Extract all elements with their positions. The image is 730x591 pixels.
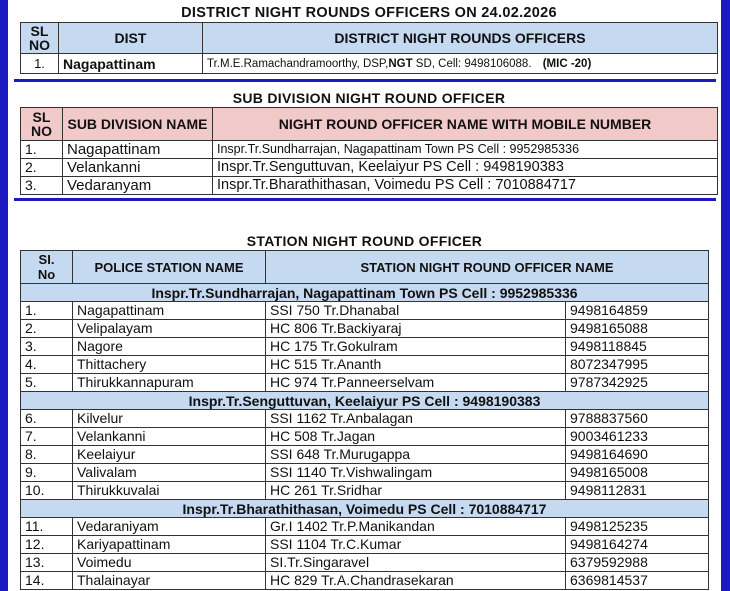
- row-sl: 9.: [21, 464, 73, 482]
- row-officer: SSI 648 Tr.Murugappa: [266, 446, 566, 464]
- row-police-station: Nagore: [73, 338, 266, 356]
- row-police-station: Kilvelur: [73, 410, 266, 428]
- row-subdivision: Velankanni: [63, 159, 213, 177]
- row-officer: HC 829 Tr.A.Chandrasekaran: [266, 572, 566, 590]
- table-row: [21, 536, 709, 554]
- header-officer-mobile: NIGHT ROUND OFFICER NAME WITH MOBILE NUMBER: [213, 108, 718, 141]
- row-sl: 13.: [21, 554, 73, 572]
- row-sl: 3.: [21, 177, 63, 195]
- row-police-station: Velipalayam: [73, 320, 266, 338]
- divider-line: [14, 198, 716, 201]
- divider-line: [14, 79, 716, 82]
- row-subdivision: Nagapattinam: [63, 141, 213, 159]
- station-table: [20, 250, 709, 590]
- row-subdivision: Vedaranyam: [63, 177, 213, 195]
- row-sl: 6.: [21, 410, 73, 428]
- header-sl-no: SI. No: [21, 251, 73, 284]
- row-police-station: Valivalam: [73, 464, 266, 482]
- district-title: DISTRICT NIGHT ROUNDS OFFICERS ON 24.02.2026: [181, 5, 557, 21]
- row-police-station: Thalainayar: [73, 572, 266, 590]
- row-cell: 9787342925: [566, 374, 709, 392]
- district-section: [20, 4, 718, 74]
- row-sl: 5.: [21, 374, 73, 392]
- row-officer: SI.Tr.Singaravel: [266, 554, 566, 572]
- officer-cell: SD, Cell: 9498106088.: [412, 57, 532, 70]
- row-sl: 1.: [21, 54, 59, 74]
- row-police-station: Thirukkuvalai: [73, 482, 266, 500]
- table-row: [21, 410, 709, 428]
- table-row: [21, 482, 709, 500]
- header-police-station: POLICE STATION NAME: [73, 251, 266, 284]
- inspector-group-label: Inspr.Tr.Sundharrajan, Nagapattinam Town PS Cell : 9952985336: [21, 284, 709, 302]
- mic-label: (MIC -20): [542, 57, 592, 70]
- row-police-station: Voimedu: [73, 554, 266, 572]
- row-cell: 9498165088: [566, 320, 709, 338]
- subdivision-header-row: [21, 108, 718, 141]
- station-section: [20, 233, 709, 590]
- officer-name: Tr.M.E.Ramachandramoorthy, DSP,: [207, 57, 389, 70]
- row-sl: 2.: [21, 320, 73, 338]
- row-cell: 6379592988: [566, 554, 709, 572]
- row-officer: Gr.I 1402 Tr.P.Manikandan: [266, 518, 566, 536]
- row-officer: HC 261 Tr.Sridhar: [266, 482, 566, 500]
- row-cell: 9498164274: [566, 536, 709, 554]
- row-cell: 6369814537: [566, 572, 709, 590]
- table-row: [21, 464, 709, 482]
- row-officer: Inspr.Tr.Senguttuvan, Keelaiyur PS Cell : 9498190383: [213, 159, 718, 177]
- table-row: [21, 554, 709, 572]
- row-officer: HC 806 Tr.Backiyaraj: [266, 320, 566, 338]
- row-cell: 9498165008: [566, 464, 709, 482]
- row-police-station: Thirukkannapuram: [73, 374, 266, 392]
- row-police-station: Nagapattinam: [73, 302, 266, 320]
- table-row: [21, 141, 718, 159]
- row-cell: 9498164690: [566, 446, 709, 464]
- row-sl: 1.: [21, 141, 63, 159]
- table-row: [21, 374, 709, 392]
- row-sl: 1.: [21, 302, 73, 320]
- row-police-station: Velankanni: [73, 428, 266, 446]
- row-officer: SSI 750 Tr.Dhanabal: [266, 302, 566, 320]
- table-row: [21, 446, 709, 464]
- header-dist: DIST: [59, 23, 203, 54]
- row-dist: Nagapattinam: [59, 54, 203, 74]
- row-police-station: Vedaraniyam: [73, 518, 266, 536]
- district-table: [20, 22, 718, 74]
- row-officer: SSI 1140 Tr.Vishwalingam: [266, 464, 566, 482]
- row-sl: 3.: [21, 338, 73, 356]
- header-station-officer: STATION NIGHT ROUND OFFICER NAME: [266, 251, 709, 284]
- row-officer: HC 974 Tr.Panneerselvam: [266, 374, 566, 392]
- table-row: [21, 518, 709, 536]
- left-border: [0, 0, 8, 591]
- row-sl: 11.: [21, 518, 73, 536]
- subdivision-title: SUB DIVISION NIGHT ROUND OFFICER: [232, 90, 506, 106]
- row-officer: [203, 54, 718, 74]
- row-cell: 9498112831: [566, 482, 709, 500]
- row-cell: 8072347995: [566, 356, 709, 374]
- table-row: [21, 572, 709, 590]
- table-row: [21, 428, 709, 446]
- header-sl-no: SL NO: [21, 108, 63, 141]
- table-row: [21, 356, 709, 374]
- row-police-station: Thittachery: [73, 356, 266, 374]
- header-sl-no: SL NO: [21, 23, 59, 54]
- table-row: [21, 177, 718, 195]
- table-row: [21, 159, 718, 177]
- station-title: STATION NIGHT ROUND OFFICER: [246, 233, 483, 249]
- row-cell: 9003461233: [566, 428, 709, 446]
- row-officer: Inspr.Tr.Sundharrajan, Nagapattinam Town PS Cell : 9952985336: [213, 141, 718, 159]
- inspector-group-row: [21, 284, 709, 302]
- row-sl: 2.: [21, 159, 63, 177]
- row-officer: HC 175 Tr.Gokulram: [266, 338, 566, 356]
- table-row: [21, 302, 709, 320]
- table-row: [21, 338, 709, 356]
- inspector-group-label: Inspr.Tr.Bharathithasan, Voimedu PS Cell : 7010884717: [21, 500, 709, 518]
- inspector-group-row: [21, 500, 709, 518]
- station-header-row: [21, 251, 709, 284]
- row-officer: Inspr.Tr.Bharathithasan, Voimedu PS Cell : 7010884717: [213, 177, 718, 195]
- row-officer: SSI 1162 Tr.Anbalagan: [266, 410, 566, 428]
- row-police-station: Keelaiyur: [73, 446, 266, 464]
- subdivision-table: [20, 107, 718, 195]
- row-sl: 7.: [21, 428, 73, 446]
- row-cell: 9498118845: [566, 338, 709, 356]
- table-row: [21, 320, 709, 338]
- row-officer: SSI 1104 Tr.C.Kumar: [266, 536, 566, 554]
- header-district-officers: DISTRICT NIGHT ROUNDS OFFICERS: [203, 23, 718, 54]
- row-sl: 4.: [21, 356, 73, 374]
- ngt-label: NGT: [388, 57, 413, 70]
- right-border: [721, 0, 730, 591]
- row-sl: 12.: [21, 536, 73, 554]
- row-cell: 9788837560: [566, 410, 709, 428]
- row-cell: 9498125235: [566, 518, 709, 536]
- district-header-row: [21, 23, 718, 54]
- inspector-group-row: [21, 392, 709, 410]
- row-sl: 14.: [21, 572, 73, 590]
- row-sl: 8.: [21, 446, 73, 464]
- header-subdivision-name: SUB DIVISION NAME: [63, 108, 213, 141]
- row-officer: HC 508 Tr.Jagan: [266, 428, 566, 446]
- row-police-station: Kariyapattinam: [73, 536, 266, 554]
- row-cell: 9498164859: [566, 302, 709, 320]
- table-row: [21, 54, 718, 74]
- subdivision-section: [20, 90, 718, 195]
- inspector-group-label: Inspr.Tr.Senguttuvan, Keelaiyur PS Cell : 9498190383: [21, 392, 709, 410]
- row-officer: HC 515 Tr.Ananth: [266, 356, 566, 374]
- row-sl: 10.: [21, 482, 73, 500]
